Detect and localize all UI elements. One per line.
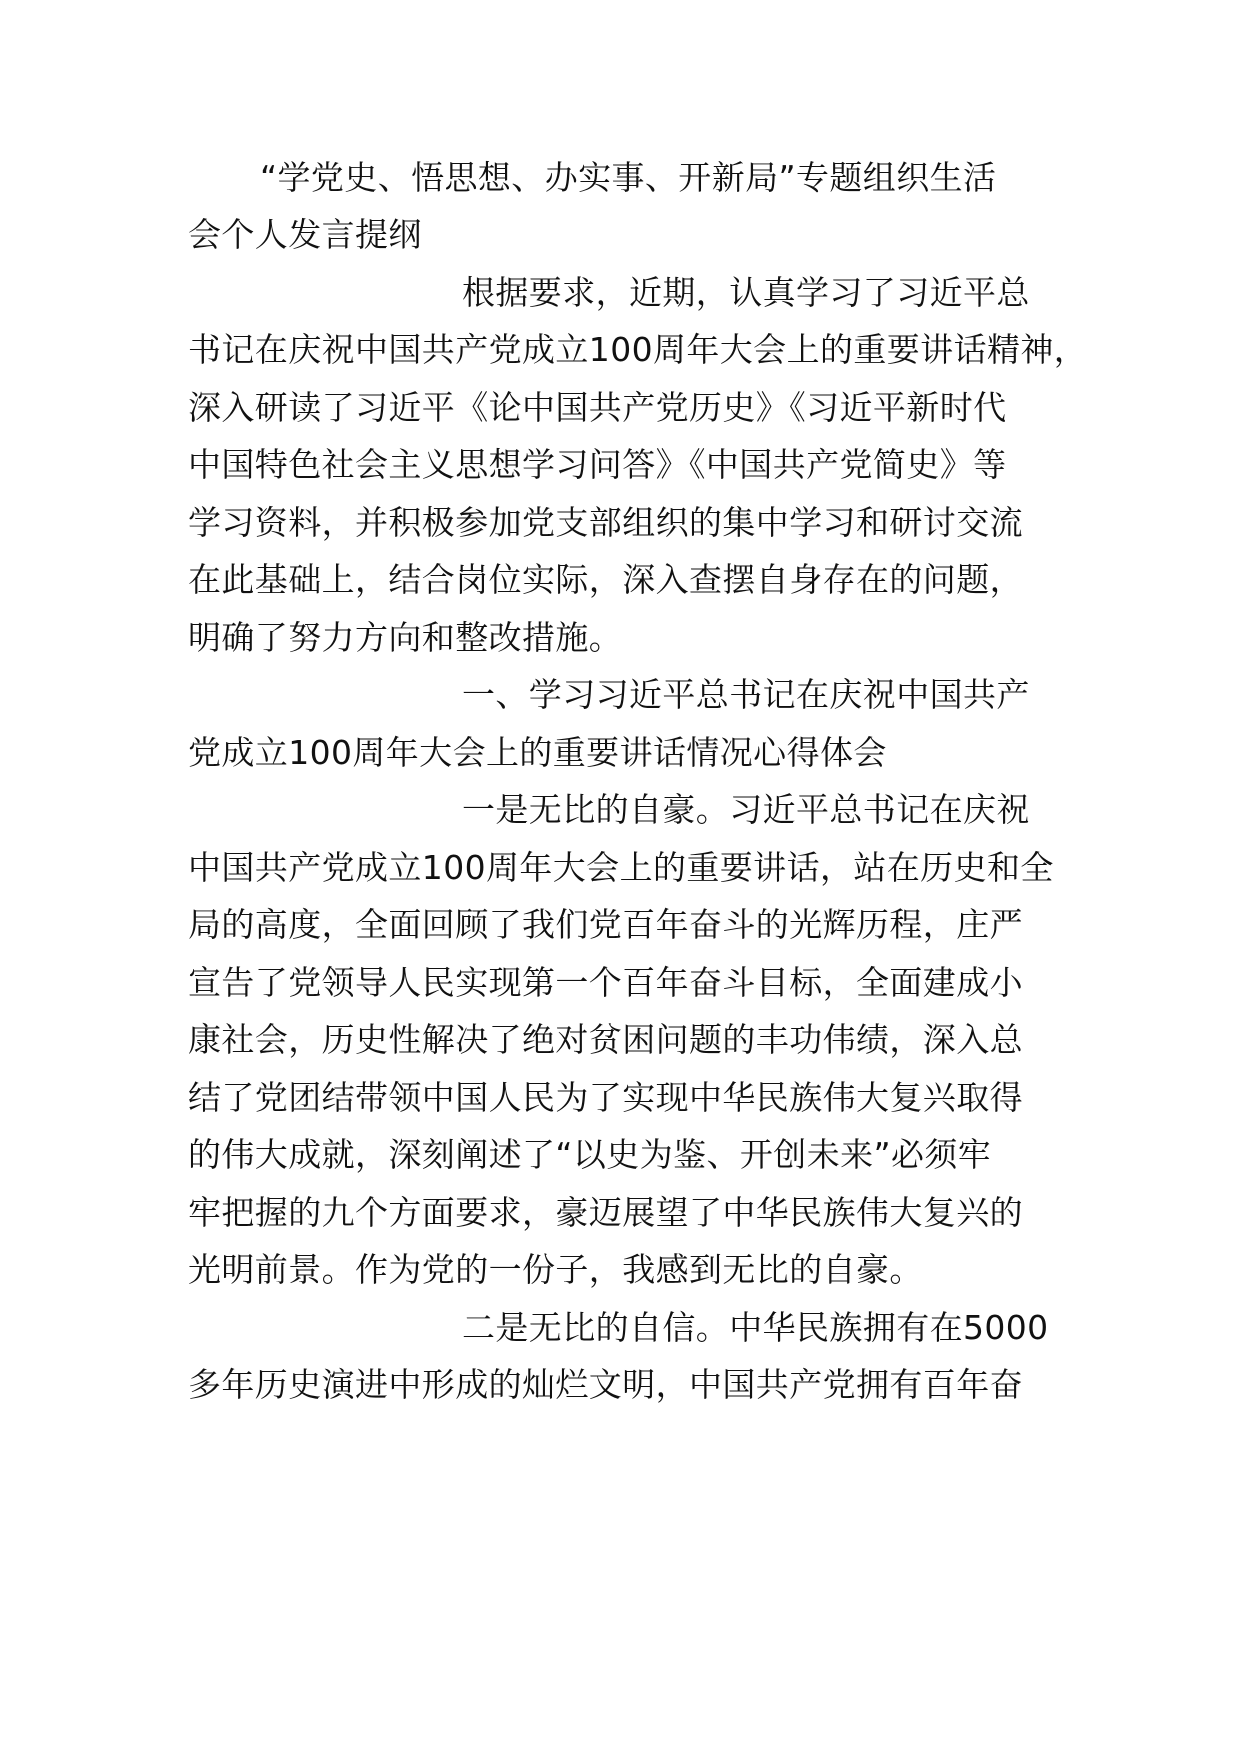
intro-line-1: 根据要求，近期，认真学习了习近平总 — [462, 273, 1030, 312]
intro-line-2: 书记在庆祝中国共产党成立100周年大会上的重要讲话精神， — [188, 330, 1088, 369]
point1-line-6: 结了党团结带领中国人民为了实现中华民族伟大复兴取得 — [188, 1078, 1023, 1117]
point1-line-8: 牢把握的九个方面要求，豪迈展望了中华民族伟大复兴的 — [188, 1193, 1023, 1232]
intro-line-5: 学习资料，并积极参加党支部组织的集中学习和研讨交流 — [188, 503, 1023, 542]
point1-line-9: 光明前景。作为党的一份子，我感到无比的自豪。 — [188, 1250, 923, 1289]
point2-line-2: 多年历史演进中形成的灿烂文明，中国共产党拥有百年奋 — [188, 1365, 1023, 1404]
section1-heading-line-2: 党成立100周年大会上的重要讲话情况心得体会 — [188, 733, 887, 772]
point1-line-7: 的伟大成就，深刻阐述了“以史为鉴、开创未来”必须牢 — [188, 1135, 992, 1174]
point1-line-5: 康社会，历史性解决了绝对贫困问题的丰功伟绩，深入总 — [188, 1020, 1023, 1059]
document-title-line-1: “学党史、悟思想、办实事、开新局”专题组织生活 — [260, 158, 997, 197]
point1-line-3: 局的高度，全面回顾了我们党百年奋斗的光辉历程，庄严 — [188, 905, 1023, 944]
intro-line-7: 明确了努力方向和整改措施。 — [188, 618, 623, 657]
point1-line-1: 一是无比的自豪。习近平总书记在庆祝 — [462, 790, 1030, 829]
intro-line-4: 中国特色社会主义思想学习问答》《中国共产党简史》等 — [188, 445, 1007, 484]
document-title-line-2: 会个人发言提纲 — [188, 215, 422, 254]
point1-line-4: 宣告了党领导人民实现第一个百年奋斗目标，全面建成小 — [188, 963, 1023, 1002]
point2-line-1: 二是无比的自信。中华民族拥有在5000 — [462, 1308, 1049, 1347]
intro-line-6: 在此基础上，结合岗位实际，深入查摆自身存在的问题， — [188, 560, 1023, 599]
point1-line-2: 中国共产党成立100周年大会上的重要讲话，站在历史和全 — [188, 848, 1054, 887]
section1-heading-line-1: 一、学习习近平总书记在庆祝中国共产 — [462, 675, 1030, 714]
intro-line-3: 深入研读了习近平《论中国共产党历史》《习近平新时代 — [188, 388, 1007, 427]
